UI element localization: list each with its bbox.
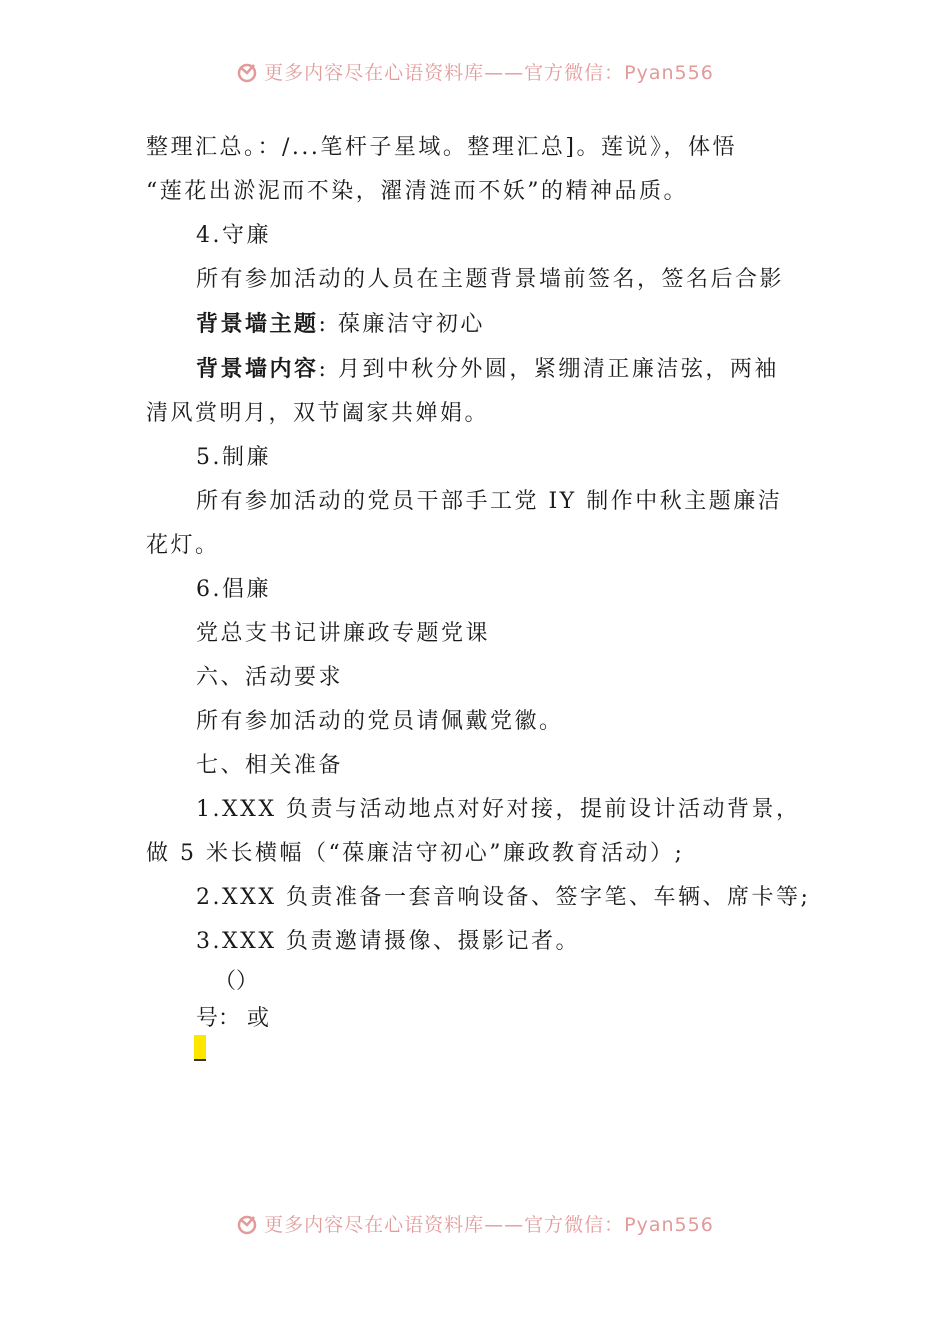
- signature-line: （）: [214, 969, 259, 994]
- paragraph-line: 所有参加活动的党员干部手工党 IY 制作中秋主题廉洁: [196, 489, 783, 514]
- section-title-preparation: 七、相关准备: [196, 753, 344, 778]
- section-heading-6: 6.倡廉: [196, 577, 271, 602]
- section-heading-4: 4.守廉: [196, 223, 271, 248]
- background-theme-label: 背景墙主题: [196, 311, 319, 337]
- background-content-label: 背景墙内容: [196, 356, 319, 382]
- list-item: 3.XXX 负责邀请摄像、摄影记者。: [196, 929, 580, 954]
- section-title-requirements: 六、活动要求: [196, 665, 344, 690]
- logo-icon: [236, 1213, 258, 1235]
- signature-line: 号： 或: [196, 1006, 269, 1031]
- list-item-continued: 做 5 米长横幅（“葆廉洁守初心”廉政教育活动）;: [146, 841, 685, 866]
- paragraph-line: 所有参加活动的党员请佩戴党徽。: [196, 709, 564, 734]
- paragraph-line: 清风赏明月，双节阖家共婵娟。: [146, 401, 490, 426]
- watermark-text: 更多内容尽在心语资料库——官方微信：Pyan556: [264, 62, 714, 84]
- paragraph-line: 所有参加活动的人员在主题背景墙前签名，签名后合影: [196, 267, 785, 292]
- background-theme-line: [146, 302, 816, 347]
- list-item: 2.XXX 负责准备一套音响设备、签字笔、车辆、席卡等;: [196, 885, 811, 910]
- logo-icon: [236, 61, 258, 83]
- paragraph-line: 整理汇总。：/...笔杆子星域。整理汇总]。莲说》，体悟: [146, 135, 737, 160]
- watermark-footer: [0, 1210, 950, 1237]
- section-heading-5: 5.制廉: [196, 445, 271, 470]
- list-item: 1.XXX 负责与活动地点对好对接，提前设计活动背景，: [196, 797, 801, 822]
- background-content-line: [146, 347, 816, 392]
- background-content-value: : 月到中秋分外圆，紧绷清正廉洁弦，两袖: [318, 357, 779, 382]
- text-cursor[interactable]: [194, 1035, 206, 1061]
- paragraph-line: 党总支书记讲廉政专题党课: [196, 621, 491, 646]
- document-body: [146, 126, 816, 1038]
- watermark-text: 更多内容尽在心语资料库——官方微信：Pyan556: [264, 1214, 714, 1236]
- paragraph-line: 花灯。: [146, 533, 220, 558]
- paragraph-line: “莲花出淤泥而不染，濯清涟而不妖”的精神品质。: [146, 179, 688, 204]
- watermark-header: [0, 58, 950, 85]
- background-theme-value: : 葆廉洁守初心: [318, 312, 485, 337]
